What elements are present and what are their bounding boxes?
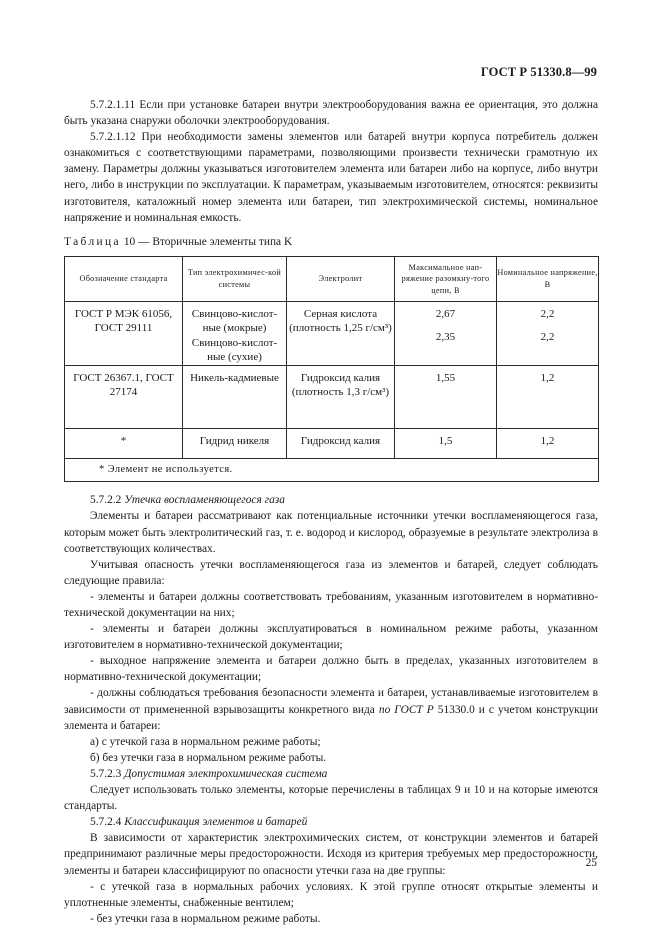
paragraph-5-7-2-1-11: 5.7.2.1.11 Если при установке батареи внутри электрооборудования важна ее ориентация, это должна быть указана снаружи оболочки электрооборудования.: [64, 99, 598, 128]
list-item: - с утечкой газа в нормальных рабочих условиях. К этой группе относят открытые элементы и уплотненные элементы, снабженные вентилем;: [64, 880, 598, 909]
cell-system: Гидрид никеля: [183, 428, 287, 458]
page-content: [64, 97, 598, 927]
cell-max-voltage: 1,5: [395, 428, 497, 458]
section-heading-5-7-2-2: [64, 492, 598, 508]
paragraph-5-7-2-1-12: 5.7.2.1.12 При необходимости замены элементов или батарей внутри корпуса потребитель должен ознакомиться с соответствующими параметрами, позволяющими произвести технически грамотную их замену. Параметры должны указываться изготовителем элемента или батареи либо на корпусе, либо внутри него, либо в инструкции по эксплуатации. К параметрам, указываемым изготовителем, относятся: реквизиты изготовителя, каталожный номер элемента или батареи, тип электрохимической системы, номинальное напряжение и номинальная емкость.: [64, 131, 598, 224]
sub-item: б) без утечки газа в нормальном режиме работы.: [90, 751, 327, 764]
section-number: 5.7.2.2: [90, 494, 122, 507]
section-title: Допустимая электрохимическая система: [124, 767, 328, 780]
section-title: Утечка воспламеняющегося газа: [124, 494, 285, 507]
cell-system: [183, 301, 287, 365]
section-title: Классификация элементов и батарей: [124, 816, 308, 829]
cell-system-dry: Свинцово-кислот-ные (сухие): [191, 336, 278, 364]
cell-nominal-voltage: 1,2: [497, 365, 599, 428]
cell-nominal-voltage-dry: 2,2: [540, 331, 555, 344]
cell-standard: ГОСТ 26367.1, ГОСТ 27174: [65, 365, 183, 428]
rule-item: - элементы и батареи должны соответствовать требованиям, указанным изготовителем в нормативно-технической документации на них;: [64, 590, 598, 619]
rule-text: - должны соблюдаться требования безопасности элемента и батареи, устанавливаемые изготовителем в зависимости от примененной взрывозащиты конкретного вида: [64, 687, 598, 716]
rule-item: [64, 685, 598, 733]
table-note-row: [65, 458, 599, 482]
document-code: ГОСТ Р 51330.8—99: [480, 65, 597, 79]
cell-system: Никель-кадмиевые: [183, 365, 287, 428]
table-caption-text: 10 — Вторичные элементы типа K: [123, 235, 293, 248]
cell-max-voltage: [395, 301, 497, 365]
cell-standard: *: [65, 428, 183, 458]
cell-standard: ГОСТ Р МЭК 61056, ГОСТ 29111: [65, 301, 183, 365]
table-row: [65, 428, 599, 458]
page-number: 25: [585, 857, 597, 869]
paragraph: В зависимости от характеристик электрохимических систем, от конструкции элементов и батарей предпринимают различные меры предосторожности. Исходя из критерия требуемых мер предосторожности, элементы и батареи классифицируют по опасности утечки газа на две группы:: [64, 832, 598, 877]
list-item: - без утечки газа в нормальном режиме работы.: [90, 912, 321, 925]
cell-electrolyte: Гидроксид калия: [287, 428, 395, 458]
header-nominal-voltage: Номинальное напряжение, В: [497, 256, 599, 301]
cell-nominal-voltage-wet: 2,2: [540, 307, 555, 320]
cell-electrolyte: Гидроксид калия (плотность 1,3 г/см³): [287, 365, 395, 428]
header-electrolyte: Электролит: [287, 256, 395, 301]
section-heading-5-7-2-3: [64, 766, 598, 782]
cell-nominal-voltage: 1,2: [497, 428, 599, 458]
cell-system-wet: Свинцово-кислот-ные (мокрые): [191, 307, 278, 335]
cell-nominal-voltage: [497, 301, 599, 365]
section-heading-5-7-2-4: [64, 814, 598, 830]
header-standard: Обозначение стандарта: [65, 256, 183, 301]
rule-item: - элементы и батареи должны эксплуатироваться в номинальном режиме работы, указанном изготовителем в нормативно-технической документации;: [64, 623, 598, 652]
cell-max-voltage-wet: 2,67: [435, 307, 456, 320]
table-secondary-cells: [64, 256, 599, 483]
cell-electrolyte: Серная кислота (плотность 1,25 г/см³): [287, 301, 395, 365]
table-caption-word: Таблица: [64, 235, 121, 248]
table-header-row: [65, 256, 599, 301]
paragraph: Учитывая опасность утечки воспламеняющегося газа из элементов и батарей, следует соблюдать следующие правила:: [64, 558, 598, 587]
header-system: Тип электрохимичес-кой системы: [183, 256, 287, 301]
section-number: 5.7.2.4: [90, 816, 122, 829]
cell-max-voltage-dry: 2,35: [435, 331, 456, 344]
table-note: * Элемент не используется.: [65, 458, 599, 482]
table-row: [65, 365, 599, 428]
paragraph: Следует использовать только элементы, которые перечислены в таблицах 9 и 10 и на которые имеются стандарты.: [64, 784, 598, 813]
standard-reference: по ГОСТ Р: [378, 703, 434, 716]
table-caption: [64, 234, 598, 250]
rule-item: - выходное напряжение элемента и батареи должно быть в пределах, указанных изготовителем в нормативно-технической документации;: [64, 655, 598, 684]
sub-item: а) с утечкой газа в нормальном режиме работы;: [90, 735, 321, 748]
header-max-voltage: Максимальное нап-ряжение разомкну-того цепи, В: [395, 256, 497, 301]
rule-text-end: 51330.0 и с учетом конструкции элемента и батареи:: [64, 703, 598, 732]
table-row: [65, 301, 599, 365]
paragraph: Элементы и батареи рассматривают как потенциальные источники утечки воспламеняющегося газа, которым может быть электролитический газ, т. е. водород и кислород, образуемые в результате электролиза в соответствующих количествах.: [64, 510, 598, 555]
section-number: 5.7.2.3: [90, 767, 122, 780]
cell-max-voltage: 1,55: [395, 365, 497, 428]
